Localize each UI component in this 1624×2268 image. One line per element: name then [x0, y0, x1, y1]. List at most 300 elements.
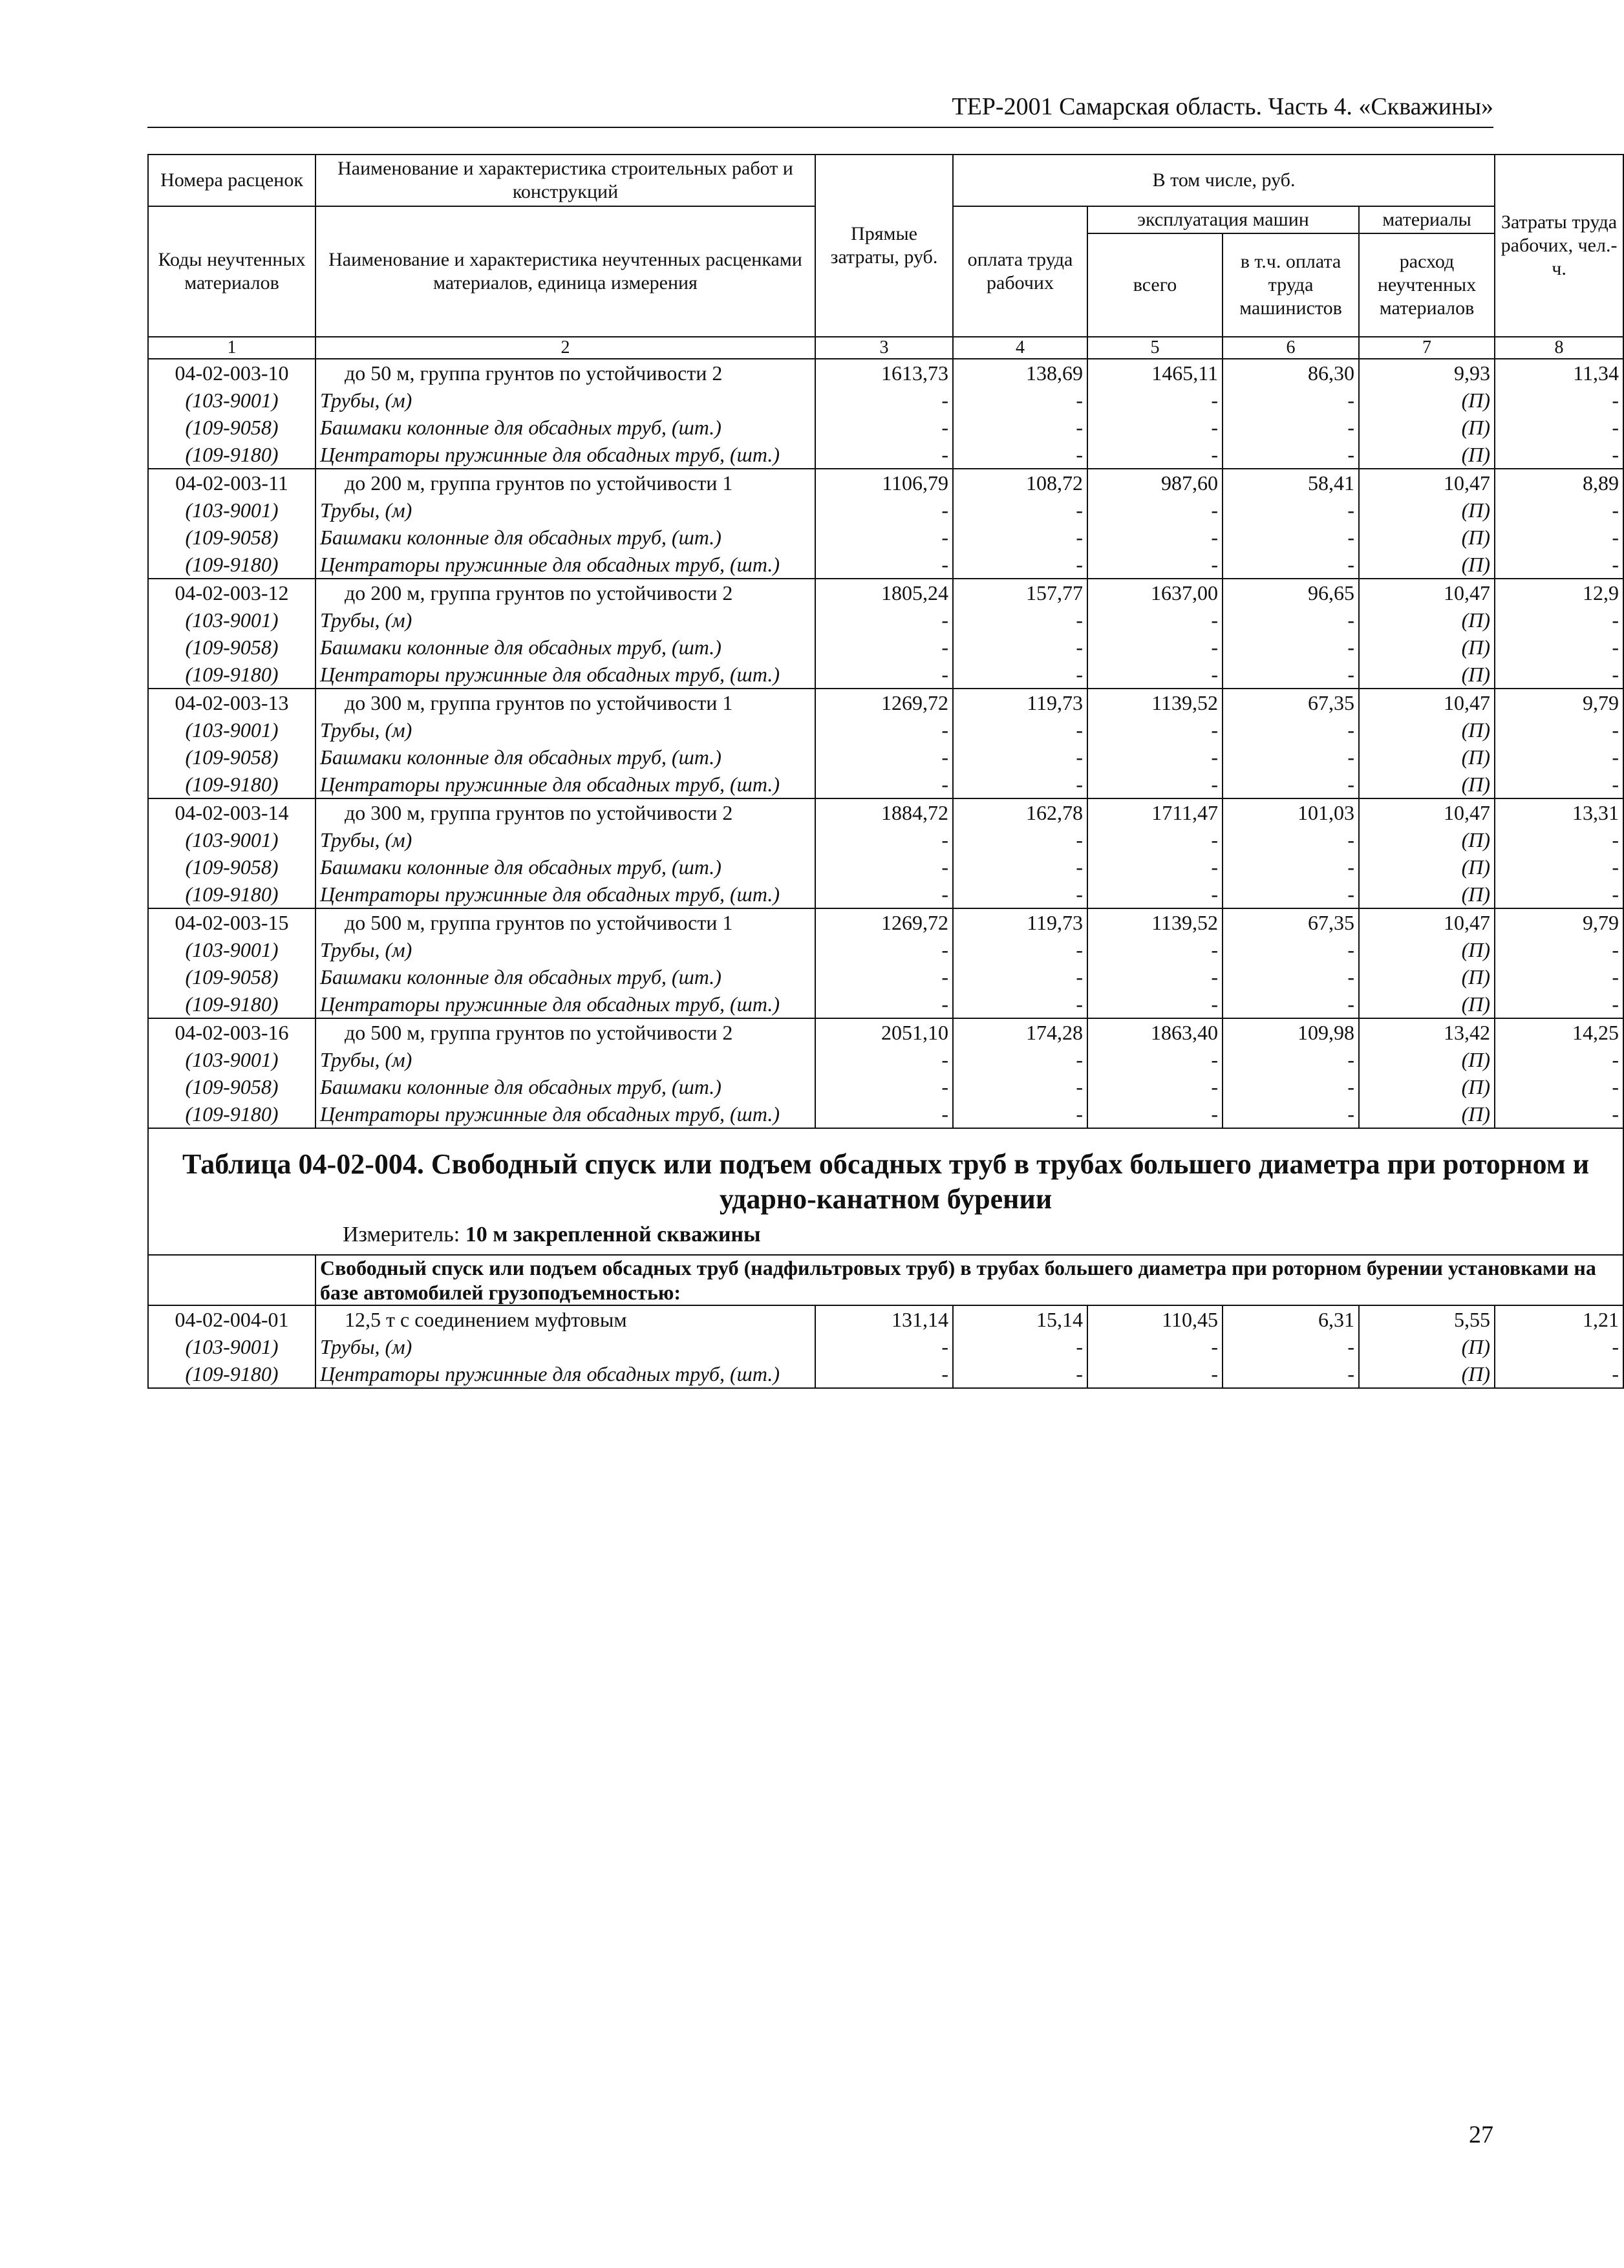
- material-dash: -: [1223, 441, 1359, 469]
- material-row: [148, 744, 1623, 771]
- material-dash: -: [1087, 936, 1223, 963]
- material-dash: -: [1087, 1360, 1223, 1388]
- material-dash: -: [1087, 441, 1223, 469]
- material-dash: -: [815, 551, 953, 579]
- rate-value: 13,42: [1359, 1018, 1495, 1046]
- material-row: [148, 1046, 1623, 1073]
- material-dash: -: [815, 1333, 953, 1360]
- material-dash: -: [815, 1360, 953, 1388]
- material-dash: -: [1495, 524, 1623, 551]
- material-mark: (П): [1359, 414, 1495, 441]
- material-dash: -: [1495, 1073, 1623, 1100]
- material-dash: -: [1223, 990, 1359, 1018]
- material-code: (103-9001): [148, 1333, 315, 1360]
- col-num: 3: [815, 337, 953, 359]
- material-mark: (П): [1359, 716, 1495, 744]
- material-dash: -: [1495, 606, 1623, 634]
- rate-value: 2051,10: [815, 1018, 953, 1046]
- rate-code: 04-02-003-13: [148, 689, 315, 716]
- material-dash: -: [1495, 881, 1623, 908]
- material-row: [148, 1073, 1623, 1100]
- material-dash: -: [1087, 497, 1223, 524]
- material-row: [148, 936, 1623, 963]
- material-dash: -: [953, 963, 1087, 990]
- material-mark: (П): [1359, 497, 1495, 524]
- material-dash: -: [815, 441, 953, 469]
- material-mark: (П): [1359, 524, 1495, 551]
- material-dash: -: [1087, 524, 1223, 551]
- rate-name: до 500 м, группа грунтов по устойчивости 2: [315, 1018, 815, 1046]
- material-dash: -: [1495, 1100, 1623, 1128]
- rate-row: [148, 689, 1623, 716]
- col-head-machines-total: всего: [1087, 233, 1223, 337]
- material-code: (109-9180): [148, 990, 315, 1018]
- material-dash: -: [1223, 497, 1359, 524]
- material-dash: -: [1223, 716, 1359, 744]
- material-dash: -: [953, 990, 1087, 1018]
- rate-value: 1613,73: [815, 359, 953, 387]
- material-name: Трубы, (м): [315, 497, 815, 524]
- material-dash: -: [1223, 881, 1359, 908]
- material-row: [148, 1100, 1623, 1128]
- material-dash: -: [953, 387, 1087, 414]
- material-mark: (П): [1359, 1046, 1495, 1073]
- rate-name: до 300 м, группа грунтов по устойчивости 1: [315, 689, 815, 716]
- material-mark: (П): [1359, 963, 1495, 990]
- material-dash: -: [1495, 853, 1623, 881]
- material-code: (109-9180): [148, 771, 315, 798]
- col-head-machinists: в т.ч. оплата труда машинистов: [1223, 233, 1359, 337]
- table-004-title: Таблица 04-02-004. Свободный спуск или подъем обсадных труб в трубах большего диаметра при роторном и ударно-канатном бурении: [182, 1148, 1590, 1215]
- rate-value: 1106,79: [815, 469, 953, 497]
- material-name: Башмаки колонные для обсадных труб, (шт.): [315, 524, 815, 551]
- meter-value: 10 м закрепленной скважины: [465, 1223, 761, 1246]
- material-dash: -: [1223, 1073, 1359, 1100]
- material-row: [148, 716, 1623, 744]
- material-code: (109-9180): [148, 1360, 315, 1388]
- col-head-name: Наименование и характеристика строительных работ и конструкций: [315, 155, 815, 206]
- col-num: 7: [1359, 337, 1495, 359]
- material-dash: -: [815, 716, 953, 744]
- rate-value: 96,65: [1223, 579, 1359, 606]
- material-dash: -: [953, 524, 1087, 551]
- material-mark: (П): [1359, 853, 1495, 881]
- rate-name: до 300 м, группа грунтов по устойчивости 2: [315, 798, 815, 826]
- material-row: [148, 524, 1623, 551]
- material-dash: -: [953, 1360, 1087, 1388]
- material-dash: -: [1223, 1100, 1359, 1128]
- material-dash: -: [1223, 744, 1359, 771]
- material-mark: (П): [1359, 1333, 1495, 1360]
- material-name: Центраторы пружинные для обсадных труб, (шт.): [315, 551, 815, 579]
- rate-value: 11,34: [1495, 359, 1623, 387]
- rate-value: 108,72: [953, 469, 1087, 497]
- rate-code: 04-02-003-10: [148, 359, 315, 387]
- rate-value: 1139,52: [1087, 908, 1223, 936]
- material-row: [148, 881, 1623, 908]
- material-dash: -: [1495, 661, 1623, 689]
- material-dash: -: [953, 1073, 1087, 1100]
- material-name: Центраторы пружинные для обсадных труб, (шт.): [315, 1100, 815, 1128]
- header-rule: [147, 127, 1493, 128]
- material-dash: -: [1087, 853, 1223, 881]
- rate-value: 119,73: [953, 689, 1087, 716]
- material-code: (109-9058): [148, 634, 315, 661]
- material-mark: (П): [1359, 551, 1495, 579]
- rate-value: 162,78: [953, 798, 1087, 826]
- material-dash: -: [815, 853, 953, 881]
- material-dash: -: [1223, 1360, 1359, 1388]
- rate-code: 04-02-003-15: [148, 908, 315, 936]
- material-dash: -: [953, 414, 1087, 441]
- material-dash: -: [953, 936, 1087, 963]
- material-dash: -: [815, 497, 953, 524]
- material-name: Центраторы пружинные для обсадных труб, (шт.): [315, 441, 815, 469]
- material-dash: -: [953, 551, 1087, 579]
- material-mark: (П): [1359, 1100, 1495, 1128]
- rate-value: 1,21: [1495, 1305, 1623, 1333]
- rate-name: до 500 м, группа грунтов по устойчивости 1: [315, 908, 815, 936]
- rate-code: 04-02-003-14: [148, 798, 315, 826]
- material-dash: -: [953, 661, 1087, 689]
- price-table: [147, 154, 1624, 1389]
- rate-row: [148, 1305, 1623, 1333]
- rate-value: 13,31: [1495, 798, 1623, 826]
- rate-value: 1139,52: [1087, 689, 1223, 716]
- rate-value: 10,47: [1359, 469, 1495, 497]
- material-dash: -: [953, 441, 1087, 469]
- material-dash: -: [1087, 1073, 1223, 1100]
- rate-value: 1465,11: [1087, 359, 1223, 387]
- material-dash: -: [1223, 551, 1359, 579]
- rate-value: 101,03: [1223, 798, 1359, 826]
- material-mark: (П): [1359, 1360, 1495, 1388]
- material-mark: (П): [1359, 441, 1495, 469]
- material-dash: -: [1495, 1360, 1623, 1388]
- rate-row: [148, 798, 1623, 826]
- meter-label: Измеритель:: [343, 1223, 460, 1246]
- material-code: (109-9058): [148, 524, 315, 551]
- rate-value: 987,60: [1087, 469, 1223, 497]
- rate-value: 1711,47: [1087, 798, 1223, 826]
- rate-value: 12,9: [1495, 579, 1623, 606]
- material-dash: -: [953, 853, 1087, 881]
- material-mark: (П): [1359, 606, 1495, 634]
- material-dash: -: [1495, 634, 1623, 661]
- material-dash: -: [815, 744, 953, 771]
- table-004-body: [148, 1305, 1623, 1388]
- material-dash: -: [953, 826, 1087, 853]
- rate-value: 10,47: [1359, 579, 1495, 606]
- rate-value: 67,35: [1223, 689, 1359, 716]
- material-dash: -: [1495, 826, 1623, 853]
- material-dash: -: [953, 1100, 1087, 1128]
- measurement-unit: [155, 1221, 1616, 1249]
- rate-value: 1805,24: [815, 579, 953, 606]
- rate-value: 10,47: [1359, 908, 1495, 936]
- material-code: (109-9180): [148, 551, 315, 579]
- rate-row: [148, 908, 1623, 936]
- material-name: Трубы, (м): [315, 936, 815, 963]
- material-dash: -: [1495, 414, 1623, 441]
- col-head-material-use: расход неучтенных материалов: [1359, 233, 1495, 337]
- rate-value: 14,25: [1495, 1018, 1623, 1046]
- material-code: (103-9001): [148, 936, 315, 963]
- material-row: [148, 497, 1623, 524]
- rate-value: 6,31: [1223, 1305, 1359, 1333]
- material-dash: -: [953, 744, 1087, 771]
- rates-body: [148, 359, 1623, 1128]
- rate-value: 1269,72: [815, 908, 953, 936]
- rate-code: 04-02-003-16: [148, 1018, 315, 1046]
- material-row: [148, 661, 1623, 689]
- material-mark: (П): [1359, 387, 1495, 414]
- material-dash: -: [1223, 634, 1359, 661]
- material-dash: -: [1495, 387, 1623, 414]
- rate-value: 1863,40: [1087, 1018, 1223, 1046]
- material-name: Центраторы пружинные для обсадных труб, (шт.): [315, 771, 815, 798]
- rate-value: 86,30: [1223, 359, 1359, 387]
- material-dash: -: [815, 826, 953, 853]
- col-head-materials: материалы: [1359, 206, 1495, 233]
- material-dash: -: [1087, 661, 1223, 689]
- rate-value: 1269,72: [815, 689, 953, 716]
- material-code: (103-9001): [148, 826, 315, 853]
- material-dash: -: [1495, 1046, 1623, 1073]
- rate-value: 10,47: [1359, 689, 1495, 716]
- rate-value: 119,73: [953, 908, 1087, 936]
- rate-name: до 50 м, группа грунтов по устойчивости 2: [315, 359, 815, 387]
- material-code: (109-9180): [148, 881, 315, 908]
- material-code: (109-9058): [148, 853, 315, 881]
- rate-value: 9,79: [1495, 689, 1623, 716]
- rate-value: 10,47: [1359, 798, 1495, 826]
- material-dash: -: [1495, 497, 1623, 524]
- material-dash: -: [1495, 551, 1623, 579]
- material-code: (109-9180): [148, 1100, 315, 1128]
- rate-value: 138,69: [953, 359, 1087, 387]
- col-head-direct: Прямые затраты, руб.: [815, 155, 953, 337]
- material-mark: (П): [1359, 634, 1495, 661]
- material-name: Трубы, (м): [315, 1046, 815, 1073]
- material-dash: -: [815, 414, 953, 441]
- material-name: Башмаки колонные для обсадных труб, (шт.): [315, 963, 815, 990]
- material-dash: -: [1223, 853, 1359, 881]
- column-numbers-row: [148, 337, 1623, 359]
- col-head-in-total: В том числе, руб.: [953, 155, 1495, 206]
- col-head-machines: эксплуатация машин: [1087, 206, 1359, 233]
- material-mark: (П): [1359, 661, 1495, 689]
- material-row: [148, 990, 1623, 1018]
- rate-value: 157,77: [953, 579, 1087, 606]
- page-number: 27: [1469, 2121, 1493, 2148]
- material-dash: -: [953, 716, 1087, 744]
- material-dash: -: [1495, 1333, 1623, 1360]
- material-code: (109-9180): [148, 441, 315, 469]
- material-dash: -: [1087, 1046, 1223, 1073]
- material-name: Трубы, (м): [315, 606, 815, 634]
- material-name: Трубы, (м): [315, 716, 815, 744]
- col-head-code: Номера расценок: [148, 155, 315, 206]
- material-dash: -: [1223, 963, 1359, 990]
- material-mark: (П): [1359, 936, 1495, 963]
- material-dash: -: [815, 936, 953, 963]
- material-dash: -: [815, 963, 953, 990]
- material-code: (103-9001): [148, 387, 315, 414]
- rate-row: [148, 359, 1623, 387]
- material-mark: (П): [1359, 1073, 1495, 1100]
- material-dash: -: [815, 1100, 953, 1128]
- material-name: Башмаки колонные для обсадных труб, (шт.): [315, 414, 815, 441]
- material-dash: -: [1223, 606, 1359, 634]
- col-head-labor: Затраты труда рабочих, чел.-ч.: [1495, 155, 1623, 337]
- col-num: 4: [953, 337, 1087, 359]
- material-name: Башмаки колонные для обсадных труб, (шт.): [315, 1073, 815, 1100]
- table-004-title-block: [148, 1128, 1623, 1255]
- material-dash: -: [953, 606, 1087, 634]
- material-name: Центраторы пружинные для обсадных труб, (шт.): [315, 661, 815, 689]
- material-code: (103-9001): [148, 606, 315, 634]
- rate-value: 109,98: [1223, 1018, 1359, 1046]
- material-mark: (П): [1359, 881, 1495, 908]
- material-dash: -: [1087, 414, 1223, 441]
- material-name: Башмаки колонные для обсадных труб, (шт.): [315, 744, 815, 771]
- material-dash: -: [1495, 744, 1623, 771]
- section-heading: Свободный спуск или подъем обсадных труб (надфильтровых труб) в трубах большего диаметра при роторном бурении установками на базе автомобилей грузоподъемностью:: [315, 1255, 1623, 1305]
- material-code: (103-9001): [148, 497, 315, 524]
- material-dash: -: [1087, 606, 1223, 634]
- material-code: (103-9001): [148, 716, 315, 744]
- material-dash: -: [1495, 441, 1623, 469]
- material-code: (109-9180): [148, 661, 315, 689]
- col-head-mat-code: Коды неучтенных материалов: [148, 206, 315, 337]
- material-dash: -: [815, 771, 953, 798]
- rate-value: 15,14: [953, 1305, 1087, 1333]
- material-row: [148, 963, 1623, 990]
- material-dash: -: [815, 524, 953, 551]
- material-name: Центраторы пружинные для обсадных труб, (шт.): [315, 1360, 815, 1388]
- rate-row: [148, 579, 1623, 606]
- rate-value: 9,79: [1495, 908, 1623, 936]
- col-num: 2: [315, 337, 815, 359]
- rate-value: 8,89: [1495, 469, 1623, 497]
- material-row: [148, 853, 1623, 881]
- material-dash: -: [953, 1046, 1087, 1073]
- col-head-pay: оплата труда рабочих: [953, 206, 1087, 337]
- material-dash: -: [1087, 551, 1223, 579]
- material-dash: -: [1223, 1046, 1359, 1073]
- material-dash: -: [1087, 744, 1223, 771]
- material-dash: -: [815, 634, 953, 661]
- material-code: (109-9058): [148, 1073, 315, 1100]
- material-mark: (П): [1359, 744, 1495, 771]
- material-dash: -: [815, 881, 953, 908]
- rate-name: 12,5 т с соединением муфтовым: [315, 1305, 815, 1333]
- material-name: Трубы, (м): [315, 1333, 815, 1360]
- material-name: Трубы, (м): [315, 826, 815, 853]
- material-dash: -: [815, 387, 953, 414]
- material-dash: -: [953, 634, 1087, 661]
- material-dash: -: [953, 497, 1087, 524]
- col-num: 6: [1223, 337, 1359, 359]
- rate-value: 131,14: [815, 1305, 953, 1333]
- material-dash: -: [1087, 881, 1223, 908]
- material-dash: -: [953, 771, 1087, 798]
- material-dash: -: [815, 1046, 953, 1073]
- rate-value: 5,55: [1359, 1305, 1495, 1333]
- material-row: [148, 1360, 1623, 1388]
- rate-code: 04-02-003-12: [148, 579, 315, 606]
- material-row: [148, 1333, 1623, 1360]
- material-dash: -: [1087, 771, 1223, 798]
- material-row: [148, 606, 1623, 634]
- material-name: Башмаки колонные для обсадных труб, (шт.): [315, 634, 815, 661]
- material-dash: -: [1495, 716, 1623, 744]
- material-mark: (П): [1359, 771, 1495, 798]
- material-dash: -: [953, 881, 1087, 908]
- material-dash: -: [1087, 963, 1223, 990]
- material-dash: -: [1223, 387, 1359, 414]
- material-dash: -: [953, 1333, 1087, 1360]
- rate-code: 04-02-003-11: [148, 469, 315, 497]
- material-row: [148, 634, 1623, 661]
- col-num: 5: [1087, 337, 1223, 359]
- material-row: [148, 387, 1623, 414]
- material-dash: -: [1223, 661, 1359, 689]
- material-dash: -: [1087, 716, 1223, 744]
- rate-value: 1637,00: [1087, 579, 1223, 606]
- rate-value: 9,93: [1359, 359, 1495, 387]
- material-code: (109-9058): [148, 744, 315, 771]
- material-dash: -: [1495, 771, 1623, 798]
- rate-row: [148, 1018, 1623, 1046]
- material-dash: -: [1087, 990, 1223, 1018]
- material-row: [148, 414, 1623, 441]
- material-row: [148, 441, 1623, 469]
- material-code: (103-9001): [148, 1046, 315, 1073]
- material-dash: -: [1223, 1333, 1359, 1360]
- material-dash: -: [815, 1073, 953, 1100]
- material-dash: -: [1223, 771, 1359, 798]
- material-row: [148, 826, 1623, 853]
- rate-name: до 200 м, группа грунтов по устойчивости 2: [315, 579, 815, 606]
- material-dash: -: [815, 661, 953, 689]
- material-dash: -: [1223, 414, 1359, 441]
- material-name: Трубы, (м): [315, 387, 815, 414]
- material-dash: -: [1087, 387, 1223, 414]
- material-row: [148, 771, 1623, 798]
- material-dash: -: [1087, 634, 1223, 661]
- rate-row: [148, 469, 1623, 497]
- material-dash: -: [1495, 963, 1623, 990]
- material-code: (109-9058): [148, 963, 315, 990]
- material-dash: -: [1495, 936, 1623, 963]
- material-mark: (П): [1359, 990, 1495, 1018]
- material-dash: -: [1223, 826, 1359, 853]
- rate-value: 1884,72: [815, 798, 953, 826]
- material-dash: -: [1223, 936, 1359, 963]
- material-mark: (П): [1359, 826, 1495, 853]
- material-dash: -: [1087, 1333, 1223, 1360]
- material-code: (109-9058): [148, 414, 315, 441]
- col-num: 1: [148, 337, 315, 359]
- material-dash: -: [815, 606, 953, 634]
- material-name: Центраторы пружинные для обсадных труб, (шт.): [315, 881, 815, 908]
- rate-value: 110,45: [1087, 1305, 1223, 1333]
- col-head-mat-name: Наименование и характеристика неучтенных расценками материалов, единица измерения: [315, 206, 815, 337]
- material-row: [148, 551, 1623, 579]
- rate-code: 04-02-004-01: [148, 1305, 315, 1333]
